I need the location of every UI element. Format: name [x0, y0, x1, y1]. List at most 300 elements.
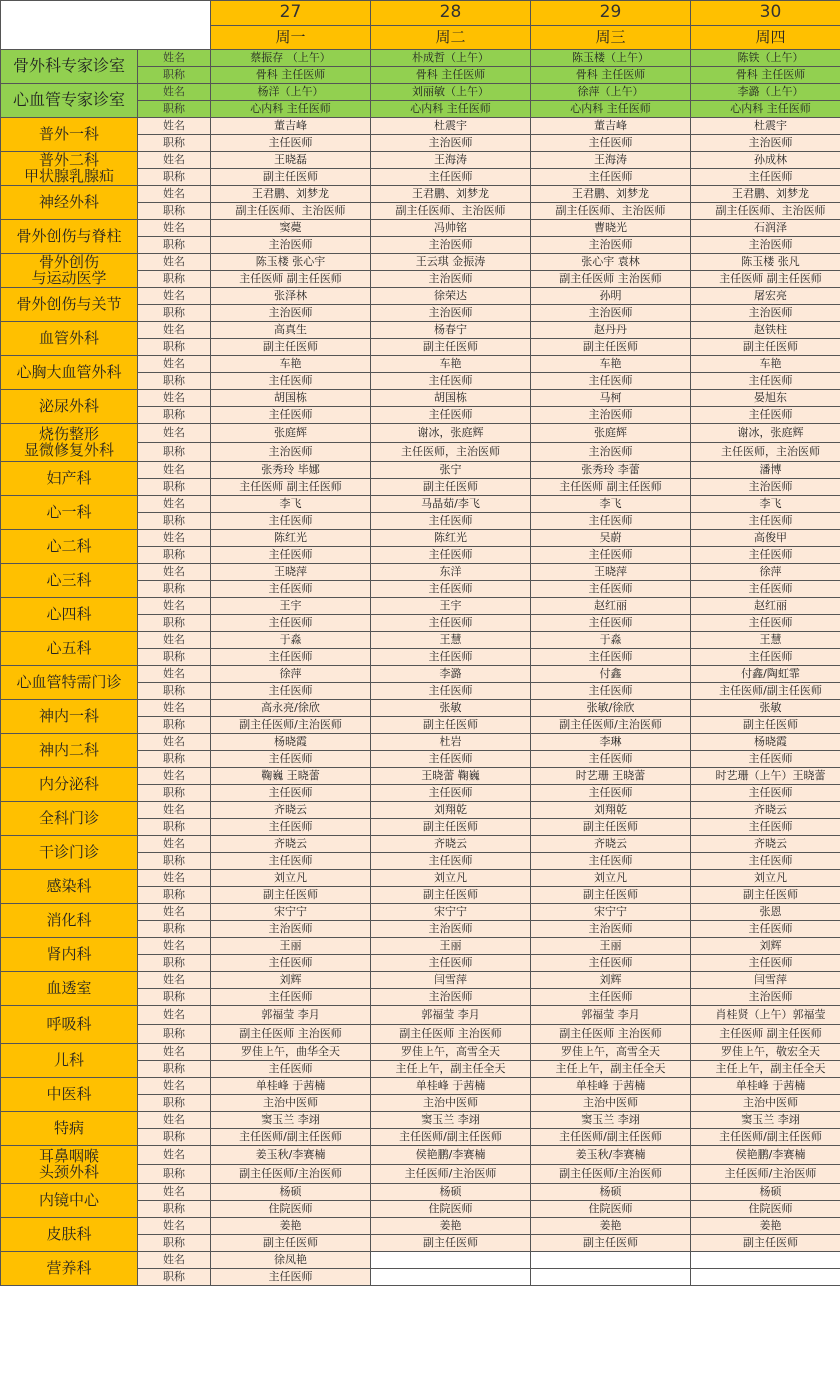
department-name: 全科门诊: [1, 802, 138, 836]
doctor-title-cell: 副主任医师、主治医师: [371, 203, 531, 220]
doctor-title-cell: 主任上午，副主任全天: [531, 1061, 691, 1078]
doctor-name-cell: 王君鹏、刘梦龙: [371, 186, 531, 203]
department-name: 干诊门诊: [1, 836, 138, 870]
doctor-title-cell: 主治医师: [531, 443, 691, 462]
field-label-name: 姓名: [138, 700, 211, 717]
doctor-title-cell: 副主任医师: [691, 887, 840, 904]
doctor-title-cell: 主任医师: [691, 751, 840, 768]
field-label-name: 姓名: [138, 802, 211, 819]
field-label-name: 姓名: [138, 322, 211, 339]
doctor-name-cell: 郭福莹 李月: [371, 1006, 531, 1025]
department-name: 心一科: [1, 496, 138, 530]
doctor-title-cell: 主任医师: [371, 785, 531, 802]
doctor-name-cell: 郭福莹 李月: [531, 1006, 691, 1025]
doctor-title-cell: 主任医师: [371, 853, 531, 870]
department-name: 神内一科: [1, 700, 138, 734]
doctor-title-cell: 主任医师: [211, 513, 371, 530]
doctor-title-cell: 心内科 主任医师: [211, 101, 371, 118]
field-label-title: 职称: [138, 751, 211, 768]
field-label-title: 职称: [138, 135, 211, 152]
doctor-name-cell: 高俊甲: [691, 530, 840, 547]
doctor-title-cell: 副主任医师/主治医师: [531, 717, 691, 734]
dept-name-row: [1, 734, 840, 751]
dept-name-row: [1, 424, 840, 443]
doctor-title-cell: 主任医师: [371, 373, 531, 390]
doctor-name-cell: 窦玉兰 李翊: [691, 1112, 840, 1129]
doctor-title-cell: 主任医师: [531, 785, 691, 802]
doctor-name-cell: 张心宇 袁林: [531, 254, 691, 271]
doctor-name-cell: 杨硕: [531, 1184, 691, 1201]
field-label-name: 姓名: [138, 1044, 211, 1061]
doctor-title-cell: 主治中医师: [371, 1095, 531, 1112]
doctor-name-cell: 杨硕: [371, 1184, 531, 1201]
doctor-name-cell: 胡国栋: [371, 390, 531, 407]
doctor-name-cell: 肖桂贤（上午）郭福莹: [691, 1006, 840, 1025]
field-label-title: 职称: [138, 683, 211, 700]
field-label-title: 职称: [138, 407, 211, 424]
doctor-name-cell: 闫雪萍: [371, 972, 531, 989]
department-name: 心三科: [1, 564, 138, 598]
field-label-title: 职称: [138, 169, 211, 186]
doctor-name-cell: 王丽: [531, 938, 691, 955]
doctor-title-cell: 副主任医师 主治医师: [371, 1025, 531, 1044]
doctor-name-cell: 晏旭东: [691, 390, 840, 407]
doctor-title-cell: 主治医师: [691, 135, 840, 152]
department-name: 心血管特需门诊: [1, 666, 138, 700]
department-name: 儿科: [1, 1044, 138, 1078]
doctor-name-cell: 张宁: [371, 462, 531, 479]
doctor-name-cell: 王丽: [211, 938, 371, 955]
field-label-name: 姓名: [138, 938, 211, 955]
field-label-name: 姓名: [138, 530, 211, 547]
doctor-title-cell: 副主任医师: [691, 1235, 840, 1252]
dept-name-row: [1, 462, 840, 479]
doctor-title-cell: 主任医师: [531, 955, 691, 972]
doctor-name-cell: 董吉峰: [211, 118, 371, 135]
doctor-name-cell: 李潞（上午）: [691, 84, 840, 101]
field-label-title: 职称: [138, 1235, 211, 1252]
doctor-name-cell: 杨硕: [691, 1184, 840, 1201]
doctor-title-cell: 主任医师: [211, 819, 371, 836]
doctor-name-cell: 王慧: [371, 632, 531, 649]
doctor-name-cell: 石润泽: [691, 220, 840, 237]
field-label-name: 姓名: [138, 50, 211, 67]
doctor-name-cell: 徐萍: [211, 666, 371, 683]
doctor-title-cell: 主任医师: [531, 513, 691, 530]
doctor-title-cell: 主任医师，主治医师: [371, 443, 531, 462]
doctor-name-cell: 胡国栋: [211, 390, 371, 407]
doctor-title-cell: 主任上午，副主任全天: [691, 1061, 840, 1078]
field-label-name: 姓名: [138, 118, 211, 135]
doctor-title-cell: 副主任医师: [211, 339, 371, 356]
doctor-name-cell: 姜艳: [531, 1218, 691, 1235]
dept-name-row: [1, 836, 840, 853]
doctor-name-cell: [691, 1252, 840, 1269]
dept-name-row: [1, 972, 840, 989]
doctor-title-cell: 主任医师: [691, 921, 840, 938]
field-label-name: 姓名: [138, 972, 211, 989]
doctor-title-cell: 副主任医师/主治医师: [211, 1165, 371, 1184]
field-label-name: 姓名: [138, 870, 211, 887]
doctor-title-cell: [691, 1269, 840, 1286]
doctor-title-cell: 主任医师: [371, 581, 531, 598]
doctor-title-cell: 主治医师: [691, 237, 840, 254]
department-name: 神内二科: [1, 734, 138, 768]
doctor-title-cell: 住院医师: [211, 1201, 371, 1218]
doctor-name-cell: 陈玉楼 张凡: [691, 254, 840, 271]
field-label-name: 姓名: [138, 734, 211, 751]
doctor-name-cell: 齐晓云: [691, 802, 840, 819]
doctor-title-cell: 副主任医师: [691, 339, 840, 356]
dept-name-row: [1, 632, 840, 649]
field-label-name: 姓名: [138, 390, 211, 407]
dept-name-row: [1, 84, 840, 101]
doctor-title-cell: 主任医师: [531, 649, 691, 666]
doctor-name-cell: 张恩: [691, 904, 840, 921]
doctor-name-cell: 单桂峰 于茜楠: [531, 1078, 691, 1095]
department-name: 普外二科 甲状腺乳腺疝: [1, 152, 138, 186]
doctor-name-cell: 陈红光: [371, 530, 531, 547]
field-label-title: 职称: [138, 1201, 211, 1218]
doctor-name-cell: 王云琪 金振涛: [371, 254, 531, 271]
header-weekday: 周二: [371, 26, 531, 50]
doctor-title-cell: 主任医师: [531, 751, 691, 768]
doctor-title-cell: 副主任医师: [531, 339, 691, 356]
doctor-title-cell: 主任医师: [531, 547, 691, 564]
doctor-title-cell: 主任医师: [531, 989, 691, 1006]
dept-name-row: [1, 254, 840, 271]
department-name: 消化科: [1, 904, 138, 938]
doctor-name-cell: 刘立凡: [371, 870, 531, 887]
department-name: 泌尿外科: [1, 390, 138, 424]
field-label-name: 姓名: [138, 186, 211, 203]
doctor-name-cell: 杨晓霞: [211, 734, 371, 751]
department-name: 肾内科: [1, 938, 138, 972]
doctor-name-cell: [531, 1252, 691, 1269]
doctor-name-cell: 陈玉楼（上午）: [531, 50, 691, 67]
doctor-name-cell: 徐凤艳: [211, 1252, 371, 1269]
doctor-title-cell: 副主任医师: [211, 1235, 371, 1252]
doctor-title-cell: 主任医师: [531, 683, 691, 700]
doctor-title-cell: 主任医师: [211, 683, 371, 700]
doctor-name-cell: 王丽: [371, 938, 531, 955]
doctor-name-cell: 王海涛: [371, 152, 531, 169]
header-weekday: 周一: [211, 26, 371, 50]
doctor-title-cell: 骨科 主任医师: [691, 67, 840, 84]
doctor-title-cell: 主任医师: [691, 853, 840, 870]
doctor-title-cell: 主治医师: [531, 237, 691, 254]
dept-name-row: [1, 564, 840, 581]
dept-name-row: [1, 186, 840, 203]
doctor-title-cell: 主任医师: [531, 581, 691, 598]
doctor-name-cell: 单桂峰 于茜楠: [371, 1078, 531, 1095]
field-label-name: 姓名: [138, 904, 211, 921]
doctor-title-cell: 主任医师: [211, 1061, 371, 1078]
doctor-name-cell: 罗佳上午，高雪全天: [531, 1044, 691, 1061]
field-label-title: 职称: [138, 1095, 211, 1112]
doctor-name-cell: 陈铁（上午）: [691, 50, 840, 67]
department-name: 心五科: [1, 632, 138, 666]
field-label-title: 职称: [138, 853, 211, 870]
doctor-name-cell: 张庭辉: [531, 424, 691, 443]
doctor-title-cell: 主治医师: [211, 443, 371, 462]
field-label-title: 职称: [138, 479, 211, 496]
header-date: 27: [211, 1, 371, 26]
field-label-name: 姓名: [138, 462, 211, 479]
doctor-title-cell: 主任医师: [211, 373, 371, 390]
doctor-title-cell: 副主任医师: [371, 717, 531, 734]
doctor-name-cell: 孙成林: [691, 152, 840, 169]
doctor-name-cell: 东洋: [371, 564, 531, 581]
doctor-title-cell: 主任医师: [691, 513, 840, 530]
doctor-name-cell: 赵丹丹: [531, 322, 691, 339]
doctor-name-cell: 于淼: [531, 632, 691, 649]
header-weekday: 周四: [691, 26, 840, 50]
doctor-name-cell: 于淼: [211, 632, 371, 649]
doctor-name-cell: 刘翔乾: [531, 802, 691, 819]
doctor-title-cell: 主任医师: [691, 785, 840, 802]
doctor-title-cell: 副主任医师/主治医师: [211, 717, 371, 734]
department-name: 内镜中心: [1, 1184, 138, 1218]
doctor-name-cell: 王宇: [371, 598, 531, 615]
doctor-title-cell: 主治中医师: [531, 1095, 691, 1112]
doctor-title-cell: 住院医师: [691, 1201, 840, 1218]
doctor-name-cell: 刘翔乾: [371, 802, 531, 819]
doctor-title-cell: 主任医师: [691, 581, 840, 598]
dept-name-row: [1, 1252, 840, 1269]
doctor-title-cell: 心内科 主任医师: [371, 101, 531, 118]
doctor-name-cell: 刘丽敏（上午）: [371, 84, 531, 101]
doctor-name-cell: 冯帅铭: [371, 220, 531, 237]
field-label-title: 职称: [138, 615, 211, 632]
department-name: 心血管专家诊室: [1, 84, 138, 118]
doctor-title-cell: 主任医师: [371, 683, 531, 700]
field-label-title: 职称: [138, 1269, 211, 1286]
doctor-name-cell: 高永亮/徐欣: [211, 700, 371, 717]
doctor-title-cell: 副主任医师: [531, 887, 691, 904]
doctor-title-cell: 主任医师: [371, 955, 531, 972]
doctor-name-cell: 杨晓霞: [691, 734, 840, 751]
doctor-name-cell: 朴成哲（上午）: [371, 50, 531, 67]
doctor-title-cell: 副主任医师: [371, 819, 531, 836]
doctor-name-cell: 张秀玲 李蕾: [531, 462, 691, 479]
doctor-name-cell: 屠宏亮: [691, 288, 840, 305]
doctor-title-cell: 主任医师/副主任医师: [691, 683, 840, 700]
field-label-name: 姓名: [138, 424, 211, 443]
doctor-title-cell: 主任医师/副主任医师: [531, 1129, 691, 1146]
doctor-name-cell: 车艳: [371, 356, 531, 373]
field-label-title: 职称: [138, 305, 211, 322]
doctor-title-cell: 主任医师/主治医师: [691, 1165, 840, 1184]
doctor-title-cell: 主任医师: [211, 407, 371, 424]
doctor-name-cell: 单桂峰 于茜楠: [691, 1078, 840, 1095]
doctor-name-cell: 齐晓云: [211, 836, 371, 853]
doctor-title-cell: 主治医师: [371, 237, 531, 254]
dept-name-row: [1, 220, 840, 237]
dept-name-row: [1, 322, 840, 339]
dept-name-row: [1, 802, 840, 819]
doctor-name-cell: 车艳: [691, 356, 840, 373]
dept-name-row: [1, 904, 840, 921]
doctor-title-cell: 副主任医师、主治医师: [211, 203, 371, 220]
field-label-title: 职称: [138, 649, 211, 666]
field-label-title: 职称: [138, 955, 211, 972]
doctor-title-cell: 副主任医师: [371, 479, 531, 496]
doctor-name-cell: 付鑫/陶虹霏: [691, 666, 840, 683]
doctor-title-cell: 主治医师: [691, 479, 840, 496]
department-name: 心四科: [1, 598, 138, 632]
doctor-title-cell: 副主任医师/主治医师: [531, 1165, 691, 1184]
doctor-title-cell: 主任医师 副主任医师: [691, 1025, 840, 1044]
dept-name-row: [1, 666, 840, 683]
doctor-name-cell: [371, 1252, 531, 1269]
doctor-name-cell: 蔡振存 （上午）: [211, 50, 371, 67]
field-label-name: 姓名: [138, 564, 211, 581]
doctor-name-cell: 马晶茹/李飞: [371, 496, 531, 513]
doctor-name-cell: 鞠巍 王晓蕾: [211, 768, 371, 785]
doctor-name-cell: 张泽林: [211, 288, 371, 305]
doctor-title-cell: 主治医师: [211, 237, 371, 254]
doctor-title-cell: [531, 1269, 691, 1286]
doctor-name-cell: 徐萍: [691, 564, 840, 581]
doctor-title-cell: 主任医师: [371, 751, 531, 768]
doctor-title-cell: 主任医师: [371, 615, 531, 632]
department-name: 血管外科: [1, 322, 138, 356]
doctor-name-cell: 车艳: [211, 356, 371, 373]
doctor-title-cell: 副主任医师、主治医师: [691, 203, 840, 220]
doctor-title-cell: 主任医师: [371, 407, 531, 424]
doctor-name-cell: 郭福莹 李月: [211, 1006, 371, 1025]
doctor-name-cell: 罗佳上午，高雪全天: [371, 1044, 531, 1061]
doctor-title-cell: 主任医师: [211, 853, 371, 870]
dept-name-row: [1, 152, 840, 169]
field-label-title: 职称: [138, 513, 211, 530]
doctor-name-cell: 张敏/徐欣: [531, 700, 691, 717]
doctor-title-cell: 主任医师: [531, 373, 691, 390]
doctor-title-cell: 主任医师: [691, 407, 840, 424]
header-date: 30: [691, 1, 840, 26]
doctor-name-cell: 王晓萍: [211, 564, 371, 581]
doctor-name-cell: 吴蔚: [531, 530, 691, 547]
doctor-name-cell: 姜艳: [211, 1218, 371, 1235]
dept-name-row: [1, 288, 840, 305]
field-label-title: 职称: [138, 237, 211, 254]
dept-name-row: [1, 768, 840, 785]
dept-name-row: [1, 356, 840, 373]
doctor-name-cell: 赵铁柱: [691, 322, 840, 339]
doctor-title-cell: 主任医师: [371, 649, 531, 666]
doctor-title-cell: 副主任医师、主治医师: [531, 203, 691, 220]
doctor-title-cell: 主任医师: [211, 785, 371, 802]
doctor-name-cell: 姜艳: [691, 1218, 840, 1235]
doctor-title-cell: 心内科 主任医师: [531, 101, 691, 118]
doctor-title-cell: 副主任医师: [211, 169, 371, 186]
field-label-name: 姓名: [138, 288, 211, 305]
doctor-name-cell: 窦薨: [211, 220, 371, 237]
doctor-title-cell: 主任医师: [691, 373, 840, 390]
dept-name-row: [1, 1006, 840, 1025]
field-label-title: 职称: [138, 887, 211, 904]
doctor-title-cell: 主任医师: [211, 1269, 371, 1286]
doctor-name-cell: 姜艳: [371, 1218, 531, 1235]
doctor-name-cell: 侯艳鹏/李赛楠: [691, 1146, 840, 1165]
dept-name-row: [1, 938, 840, 955]
doctor-title-cell: 副主任医师: [371, 339, 531, 356]
doctor-title-cell: 主治医师: [371, 271, 531, 288]
department-name: 中医科: [1, 1078, 138, 1112]
dept-name-row: [1, 1112, 840, 1129]
field-label-name: 姓名: [138, 1112, 211, 1129]
doctor-title-cell: 心内科 主任医师: [691, 101, 840, 118]
doctor-name-cell: 杜岩: [371, 734, 531, 751]
doctor-title-cell: 副主任医师: [371, 1235, 531, 1252]
doctor-name-cell: 王晓萍: [531, 564, 691, 581]
field-label-title: 职称: [138, 1165, 211, 1184]
field-label-name: 姓名: [138, 1078, 211, 1095]
doctor-title-cell: 骨科 主任医师: [371, 67, 531, 84]
department-name: 妇产科: [1, 462, 138, 496]
doctor-title-cell: 主任医师 副主任医师: [691, 271, 840, 288]
doctor-name-cell: 闫雪萍: [691, 972, 840, 989]
doctor-name-cell: 罗佳上午，曲华全天: [211, 1044, 371, 1061]
department-name: 骨外创伤与关节: [1, 288, 138, 322]
field-label-title: 职称: [138, 1061, 211, 1078]
doctor-name-cell: 杨春宁: [371, 322, 531, 339]
doctor-name-cell: 李飞: [211, 496, 371, 513]
doctor-title-cell: 主任医师/副主任医师: [371, 1129, 531, 1146]
doctor-name-cell: 齐晓云: [531, 836, 691, 853]
doctor-title-cell: 主任医师/副主任医师: [691, 1129, 840, 1146]
doctor-name-cell: 王宇: [211, 598, 371, 615]
field-label-name: 姓名: [138, 496, 211, 513]
doctor-title-cell: 副主任医师: [211, 887, 371, 904]
doctor-name-cell: 王晓磊: [211, 152, 371, 169]
doctor-name-cell: 时艺珊（上午）王晓蕾: [691, 768, 840, 785]
field-label-name: 姓名: [138, 1146, 211, 1165]
dept-name-row: [1, 870, 840, 887]
doctor-name-cell: 付鑫: [531, 666, 691, 683]
doctor-title-cell: 主任医师: [531, 135, 691, 152]
dept-name-row: [1, 390, 840, 407]
doctor-title-cell: 副主任医师: [531, 1235, 691, 1252]
field-label-name: 姓名: [138, 254, 211, 271]
doctor-name-cell: 齐晓云: [691, 836, 840, 853]
doctor-title-cell: 主治医师: [211, 921, 371, 938]
doctor-name-cell: 王海涛: [531, 152, 691, 169]
doctor-name-cell: 刘辉: [691, 938, 840, 955]
doctor-title-cell: 骨科 主任医师: [531, 67, 691, 84]
doctor-title-cell: 副主任医师: [371, 887, 531, 904]
doctor-name-cell: 车艳: [531, 356, 691, 373]
department-name: 骨外创伤 与运动医学: [1, 254, 138, 288]
doctor-name-cell: 窦玉兰 李翊: [531, 1112, 691, 1129]
doctor-title-cell: 主任医师: [531, 615, 691, 632]
doctor-name-cell: 姜玉秋/李赛楠: [531, 1146, 691, 1165]
doctor-title-cell: 主治医师: [691, 989, 840, 1006]
dept-name-row: [1, 598, 840, 615]
doctor-name-cell: 徐萍（上午）: [531, 84, 691, 101]
doctor-title-cell: 副主任医师: [691, 717, 840, 734]
doctor-title-cell: 主任医师: [211, 581, 371, 598]
field-label-name: 姓名: [138, 1006, 211, 1025]
field-label-title: 职称: [138, 1129, 211, 1146]
doctor-name-cell: 孙明: [531, 288, 691, 305]
dept-name-row: [1, 530, 840, 547]
dept-name-row: [1, 1146, 840, 1165]
field-label-name: 姓名: [138, 666, 211, 683]
doctor-title-cell: 主治医师: [531, 305, 691, 322]
doctor-title-cell: 主任医师: [211, 547, 371, 564]
